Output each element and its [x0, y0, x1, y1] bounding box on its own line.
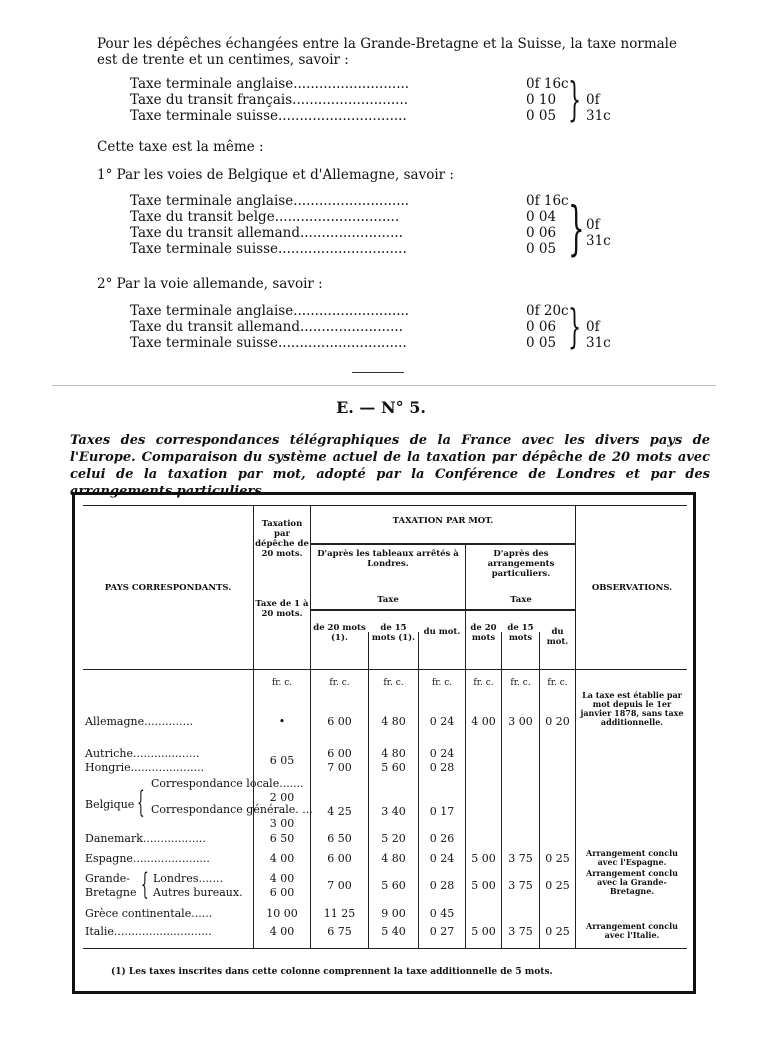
country-name: Espagne......................: [85, 852, 210, 865]
unit-label: fr. c.: [383, 678, 404, 688]
sub-label: Autres bureaux.: [153, 886, 243, 899]
cell-depeche: 6 05: [269, 754, 295, 767]
cell-a20: 5 00: [471, 925, 496, 938]
cell-depeche: •: [278, 715, 286, 728]
cell-a15: 3 00: [508, 715, 533, 728]
cell-l20: 6 00: [327, 852, 352, 865]
header-londres: D'après les tableaux arrêtés à Londres.: [317, 549, 459, 569]
country-name: Autriche...................: [85, 747, 200, 760]
tax-total: 0f 31c: [586, 92, 611, 124]
short-rule: [352, 372, 404, 373]
country-name: Grèce continentale......: [85, 907, 213, 920]
tax-value: 0 04: [526, 209, 557, 225]
tax-row: [130, 225, 590, 241]
cell-l15: 4 80: [381, 747, 406, 760]
table-top-rule: [83, 505, 687, 506]
brace: }: [568, 194, 585, 262]
intro-paragraph: Pour les dépêches échangées entre la Grande-Bretagne et la Suisse, la taxe normale est de trente et un centimes, savoir :: [97, 36, 677, 68]
cell-l20: 7 00: [327, 879, 352, 892]
tax-row: [130, 76, 590, 92]
tax-row: [130, 319, 590, 335]
observation: La taxe est établie par mot depuis le 1er janvier 1878, sans taxe additionnelle.: [580, 690, 684, 727]
cell-lmot: 0 17: [429, 805, 455, 818]
header-taxe-1-20: Taxe de 1 à 20 mots.: [255, 599, 309, 619]
section-title: E. — N° 5.: [336, 398, 426, 417]
header-taxe-londres: Taxe: [377, 595, 399, 605]
cell-a20: 5 00: [471, 879, 496, 892]
cell-lmot: 0 28: [429, 879, 455, 892]
cell-l20: 7 00: [327, 761, 352, 774]
table-bottom-rule: [83, 948, 687, 949]
header-du-mot: du mot.: [423, 627, 461, 637]
cell-lmot: 0 28: [429, 761, 455, 774]
column-rule: [253, 505, 254, 949]
cell-lmot: 0 24: [429, 715, 455, 728]
observation: Arrangement conclu avec l'Espagne.: [586, 848, 678, 867]
tax-value: 0f 16c: [526, 193, 569, 209]
tax-row: [130, 241, 590, 257]
sub-label: Correspondance générale. ...: [151, 803, 313, 816]
span-rule: [311, 543, 575, 545]
header-arrangements: D'après des arrangements particuliers.: [487, 549, 555, 579]
cell-l15: 5 60: [381, 879, 406, 892]
tax-total: 0f 31c: [586, 217, 611, 249]
tax-total: 0f 31c: [586, 319, 611, 351]
cell-depeche: 3 00: [269, 817, 295, 830]
page-divider: [52, 385, 716, 386]
tax-table: [72, 492, 696, 994]
tax-label: Taxe terminale anglaise...........................: [130, 193, 410, 209]
observation: Arrangement conclu avec l'Italie.: [586, 921, 678, 940]
sub-label: Correspondance locale.......: [151, 777, 304, 790]
cell-l20: 4 25: [327, 805, 352, 818]
header-par-mot: TAXATION PAR MOT.: [392, 516, 494, 526]
unit-label: fr. c.: [547, 678, 568, 688]
brace: }: [568, 299, 582, 353]
header-depeche: Taxation par dépêche de 20 mots.: [255, 519, 309, 559]
tax-row: [130, 335, 590, 351]
cell-lmot: 0 45: [429, 907, 455, 920]
tax-label: Taxe du transit allemand........................: [130, 319, 403, 335]
header-de-20: de 20 mots (1).: [313, 623, 366, 643]
cell-l15: 9 00: [381, 907, 406, 920]
tax-value: 0 06: [526, 319, 557, 335]
cell-l20: 6 75: [327, 925, 352, 938]
table-caption: Taxes des correspondances télégraphiques de la France avec les divers pays de l'Europe. Comparaison du système actuel de la taxation par dépêche de 20 mots avec celui de la taxation par mot, adopté par la Conférence de Londres et par des arrangements particuliers.: [70, 433, 710, 499]
country-name: Hongrie.....................: [85, 761, 205, 774]
column-rule: [575, 505, 576, 949]
cell-depeche: 4 00: [269, 925, 295, 938]
tax-row: [130, 193, 590, 209]
unit-label: fr. c.: [431, 678, 453, 688]
cell-l15: 4 80: [381, 852, 406, 865]
tax-label: Taxe du transit belge.............................: [130, 209, 400, 225]
cell-l15: 5 60: [381, 761, 406, 774]
country-name: Grande-Bretagne: [85, 872, 137, 899]
country-name: Belgique: [85, 798, 135, 811]
cell-depeche: 6 00: [269, 886, 295, 899]
header-arr-mot: du mot.: [546, 627, 569, 647]
unit-label: fr. c.: [329, 678, 350, 688]
cell-l20: 6 00: [327, 747, 352, 760]
tax-row: [130, 209, 590, 225]
tax-group-a: [130, 72, 611, 126]
cell-depeche: 10 00: [266, 907, 298, 920]
route-2-heading: 2° Par la voie allemande, savoir :: [97, 276, 323, 292]
tax-row: [130, 92, 590, 108]
tax-label: Taxe terminale suisse..............................: [130, 108, 407, 124]
cell-l15: 5 20: [381, 832, 406, 845]
header-observations: OBSERVATIONS.: [591, 583, 673, 593]
cell-amot: 0 20: [545, 715, 570, 728]
cell-depeche: 4 00: [269, 872, 295, 885]
cell-l20: 6 50: [327, 832, 352, 845]
country-name: Italie............................: [85, 925, 212, 938]
brace: {: [137, 785, 145, 820]
tax-value: 0 06: [526, 225, 557, 241]
tax-value: 0 05: [526, 335, 557, 351]
tax-row: [130, 303, 590, 319]
cell-l20: 11 25: [323, 907, 356, 920]
tax-group-c: [130, 299, 611, 353]
cell-a20: 4 00: [471, 715, 496, 728]
header-pays: PAYS CORRESPONDANTS.: [104, 583, 232, 593]
tax-label: Taxe terminale suisse..............................: [130, 335, 407, 351]
cell-lmot: 0 24: [429, 852, 455, 865]
cell-l15: 5 40: [381, 925, 406, 938]
cell-depeche: 6 50: [269, 832, 295, 845]
header-arr-15: de 15 mots: [507, 623, 534, 643]
cell-a15: 3 75: [508, 879, 533, 892]
cell-l15: 4 80: [381, 715, 406, 728]
cell-amot: 0 25: [545, 879, 570, 892]
sub-label: Londres.......: [153, 872, 223, 885]
header-taxe-arr: Taxe: [510, 595, 532, 605]
country-name: Danemark..................: [85, 832, 206, 845]
cell-a15: 3 75: [508, 852, 533, 865]
observation: Arrangement conclu avec la Grande-Bretagne.: [586, 868, 678, 896]
brace: {: [141, 867, 149, 902]
route-1-heading: 1° Par les voies de Belgique et d'Allemagne, savoir :: [97, 167, 454, 183]
span-rule: [311, 609, 575, 611]
brace: }: [568, 72, 582, 126]
tax-row: [130, 108, 590, 124]
unit-label: fr. c.: [510, 678, 531, 688]
cell-l20: 6 00: [327, 715, 352, 728]
cell-lmot: 0 24: [429, 747, 455, 760]
tax-value: 0 05: [526, 241, 557, 257]
header-arr-20: de 20 mots: [470, 623, 497, 643]
cell-amot: 0 25: [545, 852, 570, 865]
tax-label: Taxe terminale anglaise...........................: [130, 76, 410, 92]
cell-a15: 3 75: [508, 925, 533, 938]
tax-value: 0 10: [526, 92, 557, 108]
country-name: Allemagne..............: [85, 715, 194, 728]
tax-label: Taxe terminale suisse..............................: [130, 241, 407, 257]
same-tax-heading: Cette taxe est la même :: [97, 139, 264, 155]
cell-depeche: 2 00: [269, 791, 295, 804]
cell-depeche: 4 00: [269, 852, 295, 865]
tax-value: 0f 16c: [526, 76, 569, 92]
unit-label: fr. c.: [271, 678, 293, 688]
tax-label: Taxe du transit allemand........................: [130, 225, 403, 241]
cell-a20: 5 00: [471, 852, 496, 865]
header-de-15: de 15 mots (1).: [371, 623, 416, 643]
tax-group-b: [130, 193, 611, 262]
cell-lmot: 0 27: [429, 925, 455, 938]
tax-value: 0f 20c: [526, 303, 569, 319]
tax-label: Taxe du transit français...........................: [130, 92, 409, 108]
footnote: (1) Les taxes inscrites dans cette colonne comprennent la taxe additionnelle de 5 mots.: [111, 967, 553, 977]
tax-label: Taxe terminale anglaise...........................: [130, 303, 410, 319]
unit-label: fr. c.: [473, 678, 494, 688]
cell-amot: 0 25: [545, 925, 570, 938]
header-rule: [83, 669, 687, 670]
tax-value: 0 05: [526, 108, 557, 124]
cell-lmot: 0 26: [429, 832, 455, 845]
cell-l15: 3 40: [381, 805, 406, 818]
